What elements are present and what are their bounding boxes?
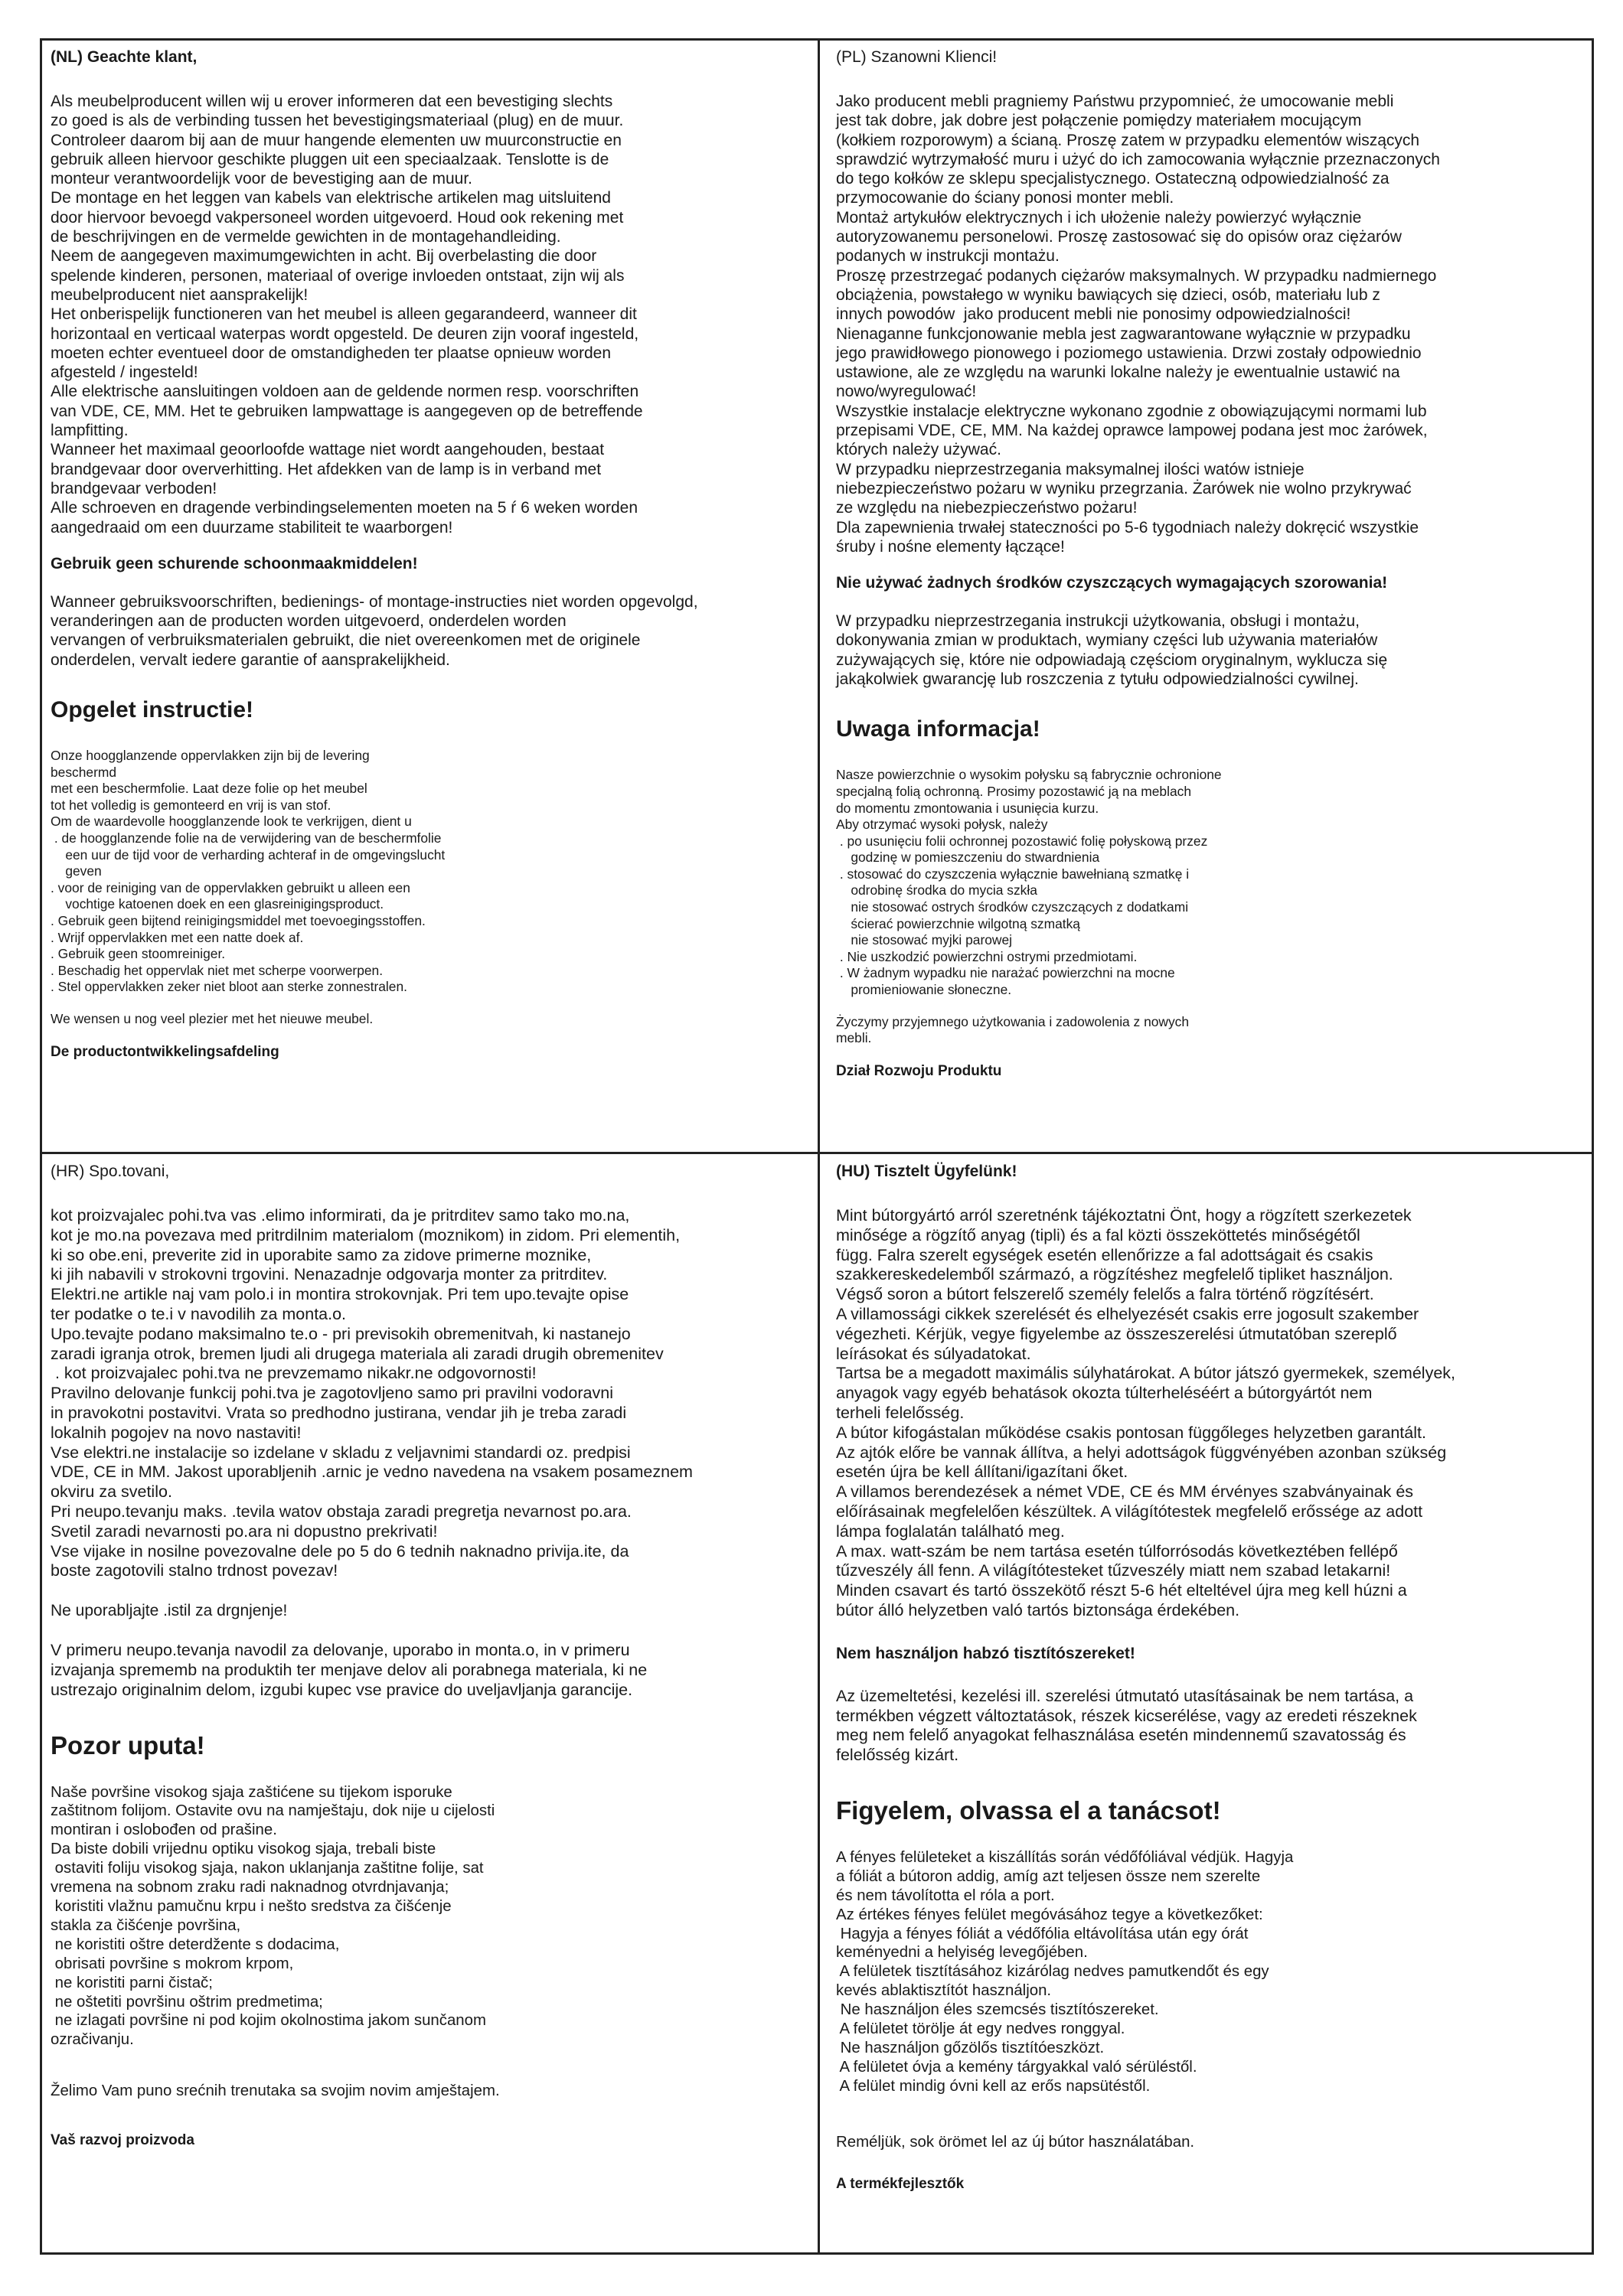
- pl-warning: Nie używać żadnych środków czyszczących wymagających szorowania!: [836, 574, 1388, 592]
- text-line: ki jih nabavili v strokovni trgovini. Nenazadnje odgovarja monter za pritrditev.: [51, 1265, 608, 1284]
- text-line: Svetil zaradi nevarnosti po.ara ni dopustno prekrivati!: [51, 1521, 438, 1541]
- hr-signature: Vaš razvoj proizvoda: [51, 2132, 194, 2149]
- text-line: aangedraaid om een duurzame stabiliteit te waarborgen!: [51, 518, 453, 536]
- text-line: Wszystkie instalacje elektryczne wykonano zgodnie z obowiązującymi normami lub: [836, 402, 1427, 420]
- text-line: tűzveszély áll fenn. A világítótesteket tűzveszély miatt nem szabad letakarni!: [836, 1561, 1391, 1580]
- text-line: a fóliát a bútoron addig, amíg azt teljesen össze nem szerelte: [836, 1867, 1261, 1885]
- nl-warning: Gebruik geen schurende schoonmaakmiddelen!: [51, 554, 418, 572]
- text-line: obrisati površine s mokrom krpom,: [51, 1955, 294, 1972]
- text-line: Da biste dobili vrijednu optiku visokog sjaja, trebali biste: [51, 1841, 436, 1858]
- text-line: jakąkolwiek gwarancję lub roszczenia z tytułu odpowiedzialności cywilnej.: [836, 670, 1359, 689]
- text-line: Controleer daarom bij aan de muur hangende elementen uw muurconstructie en: [51, 131, 622, 149]
- text-line: . Gebruik geen bijtend reinigingsmiddel met toevoegingsstoffen.: [51, 912, 426, 928]
- text-line: tot het volledig is gemonteerd en vrij is van stof.: [51, 797, 331, 813]
- text-line: ter podatke o te.i v navodilih za monta.o.: [51, 1304, 347, 1323]
- hr-warning: Ne uporabljajte .istil za drgnjenje!: [51, 1602, 288, 1620]
- text-line: door hiervoor bevoegd vakpersoneel worden uitgevoerd. Houd ook rekening met: [51, 208, 624, 227]
- text-line: zużywających się, które nie odpowiadają częściom oryginalnym, wyklucza się: [836, 651, 1388, 669]
- text-line: zaradi igranja otrok, bremen ljudi ali drugega materiala ali zaradi drugih obremenitev: [51, 1344, 664, 1363]
- text-line: Ne használjon éles szemcsés tisztítószereket.: [836, 2001, 1159, 2019]
- hu-greeting: (HU) Tisztelt Ügyfelünk!: [836, 1163, 1017, 1180]
- text-line: okviru za svetilo.: [51, 1482, 172, 1502]
- text-line: A fényes felületeket a kiszállítás során védőfóliával védjük. Hagyja: [836, 1848, 1294, 1866]
- text-line: gebruik alleen hiervoor geschikte pluggen uit een speciaalzaak. Tenslotte is de: [51, 150, 609, 168]
- text-line: . W żadnym wypadku nie narażać powierzchni na mocne: [836, 965, 1175, 981]
- nl-body2: [51, 592, 808, 670]
- text-line: és nem távolította el róla a port.: [836, 1887, 1055, 1904]
- text-line: előírásainak megfelelően készültek. A világítótestek megfelelő erőssége az adott: [836, 1502, 1423, 1521]
- text-line: jest tak dobre, jak dobre jest połączenie pomiędzy materiałem mocującym: [836, 112, 1362, 130]
- text-line: kot je mo.na povezava med pritrdilnim materialom (moznikom) in zidom. Pri elementih,: [51, 1225, 681, 1244]
- nl-body: [51, 92, 808, 537]
- text-line: autoryzowanemu personelowi. Proszę zastosować się do opisów oraz ciężarów: [836, 228, 1402, 246]
- text-line: Tartsa be a megadott maximális súlyhatárokat. A bútor játszó gyermekek, személyek,: [836, 1364, 1456, 1383]
- text-line: felelősség kizárt.: [836, 1746, 959, 1765]
- text-line: Het onberispelijk functioneren van het meubel is alleen gegarandeerd, wanneer dit: [51, 305, 637, 324]
- text-line: A villamos berendezések a német VDE, CE és MM érvényes szabványainak és: [836, 1482, 1414, 1502]
- section-pl: [836, 47, 1586, 1146]
- text-line: Jako producent mebli pragniemy Państwu przypomnieć, że umocowanie mebli: [836, 93, 1394, 110]
- nl-heading: Opgelet instructie!: [51, 697, 254, 723]
- text-line: Pri neupo.tevanju maks. .tevila watov obstaja zaradi pregretja nevarnost po.ara.: [51, 1502, 632, 1521]
- text-line: termékben végzett változtatások, részek kicserélése, vagy az eredeti részeknek: [836, 1706, 1417, 1725]
- text-line: koristiti vlažnu pamučnu krpu i nešto sredstva za čišćenje: [51, 1897, 452, 1915]
- text-line: spelende kinderen, personen, materiaal of overige invloeden ontstaat, zijn wij als: [51, 266, 625, 285]
- text-line: afgesteld / ingesteld!: [51, 364, 198, 382]
- text-line: Alle schroeven en dragende verbindingselementen moeten na 5 ŕ 6 weken worden: [51, 499, 638, 517]
- text-line: . Stel oppervlakken zeker niet bloot aan sterke zonnestralen.: [51, 979, 407, 995]
- text-line: obciążenia, powstałego w wyniku bawiących się dzieci, osób, materiału lub z: [836, 285, 1380, 304]
- text-line: beschermd: [51, 764, 117, 780]
- text-line: . voor de reiniging van de oppervlakken gebruikt u alleen een: [51, 879, 410, 895]
- text-line: terheli felelősség.: [836, 1403, 965, 1422]
- text-line: de beschrijvingen en de vermelde gewichten in de montagehandleiding.: [51, 228, 561, 246]
- text-line: Az értékes fényes felület megóvásához tegye a következőket:: [836, 1906, 1263, 1923]
- hu-warning: Nem használjon habzó tisztítószereket!: [836, 1644, 1135, 1662]
- text-line: Nasze powierzchnie o wysokim połysku są fabrycznie ochronione: [836, 767, 1222, 783]
- pl-heading: Uwaga informacja!: [836, 716, 1040, 742]
- text-line: Montaż artykułów elektrycznych i ich ułożenie należy powierzyć wyłącznie: [836, 208, 1362, 227]
- text-line: Az ajtók előre be vannak állítva, a helyi adottságok függvényében azonban szükség: [836, 1443, 1447, 1462]
- text-line: . stosować do czyszczenia wyłącznie bawełnianą szmatkę i: [836, 866, 1190, 882]
- text-line: vremena na sobnom zraku radi naknadnog otvrdnjavanja;: [51, 1879, 449, 1896]
- text-line: in pravokotni postavitvi. Vrata so predhodno justirana, vendar jih je treba zaradi: [51, 1403, 627, 1422]
- hr-care: [51, 1783, 808, 2050]
- text-line: jego prawidłowego pionowego i poziomego ustawienia. Drzwi zostały odpowiednio: [836, 344, 1422, 362]
- text-line: Naše površine visokog sjaja zaštićene su tijekom isporuke: [51, 1783, 452, 1801]
- text-line: (kołkiem rozporowym) a ścianą. Proszę zatem w przypadku elementów wiszących: [836, 131, 1420, 149]
- text-line: ostaviti foliju visokog sjaja, nakon uklanjanja zaštitne folije, sat: [51, 1860, 484, 1877]
- text-line: przymocowanie do ściany ponosi monter mebli.: [836, 189, 1174, 207]
- text-line: zaštitnom folijom. Ostavite ovu na namještaju, dok nije u cijelosti: [51, 1802, 495, 1820]
- text-line: Nienaganne funkcjonowanie mebla jest zagwarantowane wyłącznie w przypadku: [836, 325, 1411, 343]
- text-line: specjalną folią ochronną. Prosimy pozostawić ją na meblach: [836, 783, 1191, 799]
- section-hu: [836, 1162, 1586, 2249]
- text-line: lámpa foglalatán található meg.: [836, 1521, 1065, 1541]
- text-line: Wanneer het maximaal geoorloofde wattage niet wordt aangehouden, bestaat: [51, 441, 605, 459]
- text-line: nowo/wyregulować!: [836, 383, 977, 401]
- hu-heading: Figyelem, olvassa el a tanácsot!: [836, 1795, 1221, 1825]
- hu-body2: [836, 1687, 1586, 1766]
- text-line: Pravilno delovanje funkcij pohi.tva je zagotovljeno samo pri pravilni vodoravni: [51, 1384, 613, 1403]
- row-divider: [40, 1152, 1594, 1154]
- text-line: horizontaal en verticaal waterpas wordt opgesteld. De deuren zijn vooraf ingesteld,: [51, 325, 639, 343]
- text-line: promieniowanie słoneczne.: [836, 982, 1012, 998]
- text-line: Om de waardevolle hoogglanzende look te verkrijgen, dient u: [51, 814, 412, 830]
- text-line: Proszę przestrzegać podanych ciężarów maksymalnych. W przypadku nadmiernego: [836, 266, 1437, 285]
- text-line: A felületek tisztításához kizárólag nedves pamutkendőt és egy: [836, 1963, 1269, 1981]
- text-line: végezheti. Kérjük, vegye figyelembe az összeszerelési útmutatóban szereplő: [836, 1324, 1397, 1343]
- text-line: moeten echter eventueel door de omstandigheden ter plaatse opnieuw worden: [51, 344, 611, 362]
- text-line: lampfitting.: [51, 422, 129, 440]
- text-line: esetén újra be kell állítani/igazítani őket.: [836, 1463, 1128, 1482]
- pl-wish: [836, 1014, 1586, 1047]
- nl-signature: De productontwikkelingsafdeling: [51, 1043, 279, 1060]
- text-line: vochtige katoenen doek en een glasreinigingsproduct.: [51, 896, 384, 912]
- text-line: brandgevaar door oververhitting. Het afdekken van de lamp is in verband met: [51, 460, 602, 478]
- text-line: Végső soron a bútort felszerelő személy felelős a falra történő rögzítésért.: [836, 1285, 1374, 1304]
- text-line: których należy używać.: [836, 441, 1001, 459]
- text-line: . Wrijf oppervlakken met een natte doek af.: [51, 929, 304, 945]
- text-line: Wanneer gebruiksvoorschriften, bedienings- of montage-instructies niet worden opgevolgd,: [51, 592, 698, 611]
- text-line: do tego kołków ze sklepu specjalistycznego. Ostateczną odpowiedzialność za: [836, 170, 1390, 188]
- hr-body2: [51, 1641, 808, 1700]
- text-line: Az üzemeltetési, kezelési ill. szerelési útmutató utasításainak be nem tartása, a: [836, 1686, 1414, 1705]
- text-line: bútor álló helyzetben való tartós biztonsága érdekében.: [836, 1600, 1240, 1619]
- text-line: montiran i oslobođen od prašine.: [51, 1821, 277, 1839]
- text-line: ścierać powierzchnie wilgotną szmatką: [836, 915, 1080, 931]
- text-line: ustawione, ale ze względu na warunki lokalne należy je ewentualnie ustawić na: [836, 364, 1400, 382]
- text-line: . kot proizvajalec pohi.tva ne prevzemamo nikakr.ne odgovornosti!: [51, 1364, 537, 1383]
- text-line: met een beschermfolie. Laat deze folie op het meubel: [51, 781, 367, 797]
- pl-body: [836, 92, 1586, 556]
- section-nl: [51, 47, 808, 1146]
- text-line: do momentu zmontowania i usunięcia kurzu.: [836, 800, 1099, 816]
- text-line: Als meubelproducent willen wij u erover informeren dat een bevestiging slechts: [51, 93, 613, 110]
- hu-body: [836, 1206, 1586, 1621]
- text-line: van VDE, CE, MM. Het te gebruiken lampwattage is aangegeven op de betreffende: [51, 402, 643, 420]
- text-line: keményedni a helyiség levegőjében.: [836, 1944, 1088, 1962]
- text-line: Ne használjon gőzölős tisztítóeszközt.: [836, 2039, 1105, 2056]
- text-line: ozračivanju.: [51, 2031, 134, 2049]
- text-line: zo goed is als de verbinding tussen het bevestigingsmateriaal (plug) en de muur.: [51, 112, 624, 130]
- text-line: kot proizvajalec pohi.tva vas .elimo informirati, da je pritrditev samo tako mo.na,: [51, 1206, 630, 1225]
- text-line: Minden csavart és tartó összekötő részt 5-6 hét elteltével újra meg kell húzni a: [836, 1581, 1407, 1600]
- text-line: nie stosować ostrych środków czyszczących z dodatkami: [836, 899, 1189, 915]
- text-line: nie stosować myjki parowej: [836, 932, 1013, 948]
- text-line: godzinę w pomieszczeniu do stwardnienia: [836, 850, 1100, 866]
- text-line: . po usunięciu folii ochronnej pozostawić folię połyskową przez: [836, 833, 1208, 849]
- hr-heading: Pozor uputa!: [51, 1730, 205, 1760]
- pl-signature: Dział Rozwoju Produktu: [836, 1062, 1002, 1079]
- text-line: Mint bútorgyártó arról szeretnénk tájékoztatni Önt, hogy a rögzített szerkezetek: [836, 1206, 1412, 1225]
- text-line: monteur verantwoordelijk voor de bevestiging aan de muur.: [51, 170, 472, 188]
- text-line: A felület mindig óvni kell az erős napsütéstől.: [836, 2077, 1151, 2095]
- text-line: A felületet törölje át egy nedves ronggyal.: [836, 2020, 1125, 2038]
- text-line: Onze hoogglanzende oppervlakken zijn bij de levering: [51, 748, 370, 764]
- nl-wish: We wensen u nog veel plezier met het nieuwe meubel.: [51, 1010, 374, 1026]
- hr-wish: Želimo Vam puno srećnih trenutaka sa svojim novim amještajem.: [51, 2082, 500, 2100]
- nl-care: [51, 748, 808, 996]
- pl-body2: [836, 612, 1586, 689]
- text-line: ze względu na niebezpieczeństwo pożaru!: [836, 499, 1138, 517]
- pl-care: [836, 767, 1586, 998]
- text-line: niebezpieczeństwo pożaru w wyniku przegrzania. Żarówek nie wolno przykrywać: [836, 479, 1412, 497]
- text-line: A felületet óvja a kemény tárgyakkal való sérüléstől.: [836, 2058, 1197, 2076]
- text-line: boste zagotovili stalno trdnost povezav!: [51, 1561, 338, 1580]
- text-line: VDE, CE in MM. Jakost uporabljenih .arnic je vedno navedena na vsakem posameznem: [51, 1463, 693, 1482]
- nl-greeting: (NL) Geachte klant,: [51, 48, 198, 66]
- text-line: innych powodów jako producent mebli nie ponosimy odpowiedzialności!: [836, 305, 1351, 324]
- text-line: brandgevaar verboden!: [51, 479, 217, 497]
- text-line: geven: [51, 863, 102, 879]
- text-line: Alle elektrische aansluitingen voldoen aan de geldende normen resp. voorschriften: [51, 383, 639, 401]
- text-line: A villamossági cikkek szerelését és elhelyezését csakis erre jogosult szakember: [836, 1304, 1419, 1323]
- text-line: Aby otrzymać wysoki połysk, należy: [836, 817, 1048, 833]
- text-line: ne oštetiti površinu oštrim predmetima;: [51, 1993, 323, 2011]
- text-line: Upo.tevajte podano maksimalno te.o - pri previsokih obremenitvah, ki nastanejo: [51, 1324, 631, 1343]
- text-line: . Nie uszkodzić powierzchni ostrymi przedmiotami.: [836, 948, 1138, 964]
- hu-wish: Reméljük, sok örömet lel az új bútor használatában.: [836, 2133, 1195, 2151]
- text-line: lokalnih pogojev na novo nastaviti!: [51, 1423, 302, 1442]
- text-line: szakkereskedelemből származó, a rögzítéshez megfelelő tipliket használjon.: [836, 1265, 1393, 1284]
- text-line: dokonywania zmian w produktach, wymiany części lub używania materiałów: [836, 631, 1378, 650]
- text-line: Vse elektri.ne instalacije so izdelane v skladu z veljavnimi standardi oz. predpisi: [51, 1443, 631, 1462]
- text-line: mebli.: [836, 1030, 872, 1046]
- pl-greeting: (PL) Szanowni Klienci!: [836, 48, 998, 66]
- text-line: izvajanja sprememb na produktih ter menjave delov ali porabnega materiala, ki ne: [51, 1660, 648, 1679]
- text-line: onderdelen, vervalt iedere garantie of aansprakelijkheid.: [51, 651, 450, 669]
- text-line: przepisami VDE, CE, MM. Na każdej oprawce lampowej podana jest moc żarówek,: [836, 422, 1428, 440]
- text-line: A max. watt-szám be nem tartása esetén túlforrósodás következtében fellépő: [836, 1541, 1398, 1561]
- text-line: leírásokat és súlyadatokat.: [836, 1344, 1031, 1363]
- column-divider: [818, 38, 820, 2255]
- text-line: ne koristiti oštre deterdžente s dodacima,: [51, 1936, 340, 1953]
- text-line: . de hoogglanzende folie na de verwijdering van de beschermfolie: [51, 830, 442, 846]
- hu-signature: A termékfejlesztők: [836, 2175, 965, 2192]
- text-line: De montage en het leggen van kabels van elektrische artikelen mag uitsluitend: [51, 189, 611, 207]
- text-line: Hagyja a fényes fóliát a védőfólia eltávolítása után egy órát: [836, 1925, 1249, 1942]
- section-hr: [51, 1162, 808, 2249]
- text-line: Dla zapewnienia trwałej stateczności po 5-6 tygodniach należy dokręcić wszystkie: [836, 518, 1419, 536]
- text-line: odrobinę środka do mycia szkła: [836, 882, 1037, 899]
- text-line: W przypadku nieprzestrzegania instrukcji użytkowania, obsługi i montażu,: [836, 612, 1360, 631]
- text-line: ne koristiti parni čistač;: [51, 1974, 213, 1991]
- text-line: . Gebruik geen stoomreiniger.: [51, 946, 226, 962]
- text-line: podanych w instrukcji montażu.: [836, 247, 1060, 266]
- text-line: Vse vijake in nosilne povezovalne dele po 5 do 6 tednih naknadno privija.ite, da: [51, 1541, 629, 1561]
- text-line: kevés ablaktisztítót használjon.: [836, 1982, 1052, 2000]
- text-line: ustrezajo originalnim delom, izgubi kupec vse pravice do uveljavljanja garancije.: [51, 1680, 633, 1699]
- text-line: anyagok vagy egyéb behatások okozta túlterheléséért a bútorgyártót nem: [836, 1384, 1373, 1403]
- text-line: függ. Falra szerelt egységek esetén ellenőrizze a fal adottságait és csakis: [836, 1245, 1373, 1264]
- text-line: ki so obe.eni, preverite zid in uporabite samo za zidove primerne moznike,: [51, 1245, 592, 1264]
- text-line: ne izlagati površine ni pod kojim okolnostima jakom sunčanom: [51, 2012, 486, 2030]
- hr-body: [51, 1206, 808, 1581]
- text-line: Neem de aangegeven maximumgewichten in acht. Bij overbelasting die door: [51, 247, 597, 266]
- text-line: stakla za čišćenje površina,: [51, 1916, 241, 1934]
- text-line: veranderingen aan de producten worden uitgevoerd, onderdelen worden: [51, 612, 567, 631]
- text-line: W przypadku nieprzestrzegania maksymalnej ilości watów istnieje: [836, 460, 1305, 478]
- text-line: Życzymy przyjemnego użytkowania i zadowolenia z nowych: [836, 1013, 1190, 1029]
- text-line: vervangen of verbruiksmaterialen gebruikt, die niet overeenkomen met de originele: [51, 631, 641, 650]
- text-line: V primeru neupo.tevanja navodil za delovanje, uporabo in monta.o, in v primeru: [51, 1641, 630, 1660]
- text-line: śruby i nośne elementy łączące!: [836, 537, 1065, 556]
- text-line: meg nem felelő anyagokat felhasználása esetén mindennemű szavatosság és: [836, 1726, 1406, 1745]
- text-line: A bútor kifogástalan működése csakis pontosan függőleges helyzetben garantált.: [836, 1423, 1426, 1442]
- text-line: meubelproducent niet aansprakelijk!: [51, 285, 309, 304]
- text-line: een uur de tijd voor de verharding achteraf in de omgevingslucht: [51, 846, 446, 863]
- text-line: minősége a rögzítő anyag (tipli) és a fal közti összeköttetés minőségétől: [836, 1225, 1360, 1244]
- hu-care: [836, 1848, 1586, 2096]
- text-line: sprawdzić wytrzymałość muru i użyć do ich zamocowania wyłącznie przeznaczonych: [836, 150, 1440, 168]
- text-line: . Beschadig het oppervlak niet met scherpe voorwerpen.: [51, 962, 384, 978]
- hr-greeting: (HR) Spo.tovani,: [51, 1163, 170, 1180]
- text-line: Elektri.ne artikle naj vam polo.i in montira strokovnjak. Pri tem upo.tevajte opise: [51, 1285, 629, 1304]
